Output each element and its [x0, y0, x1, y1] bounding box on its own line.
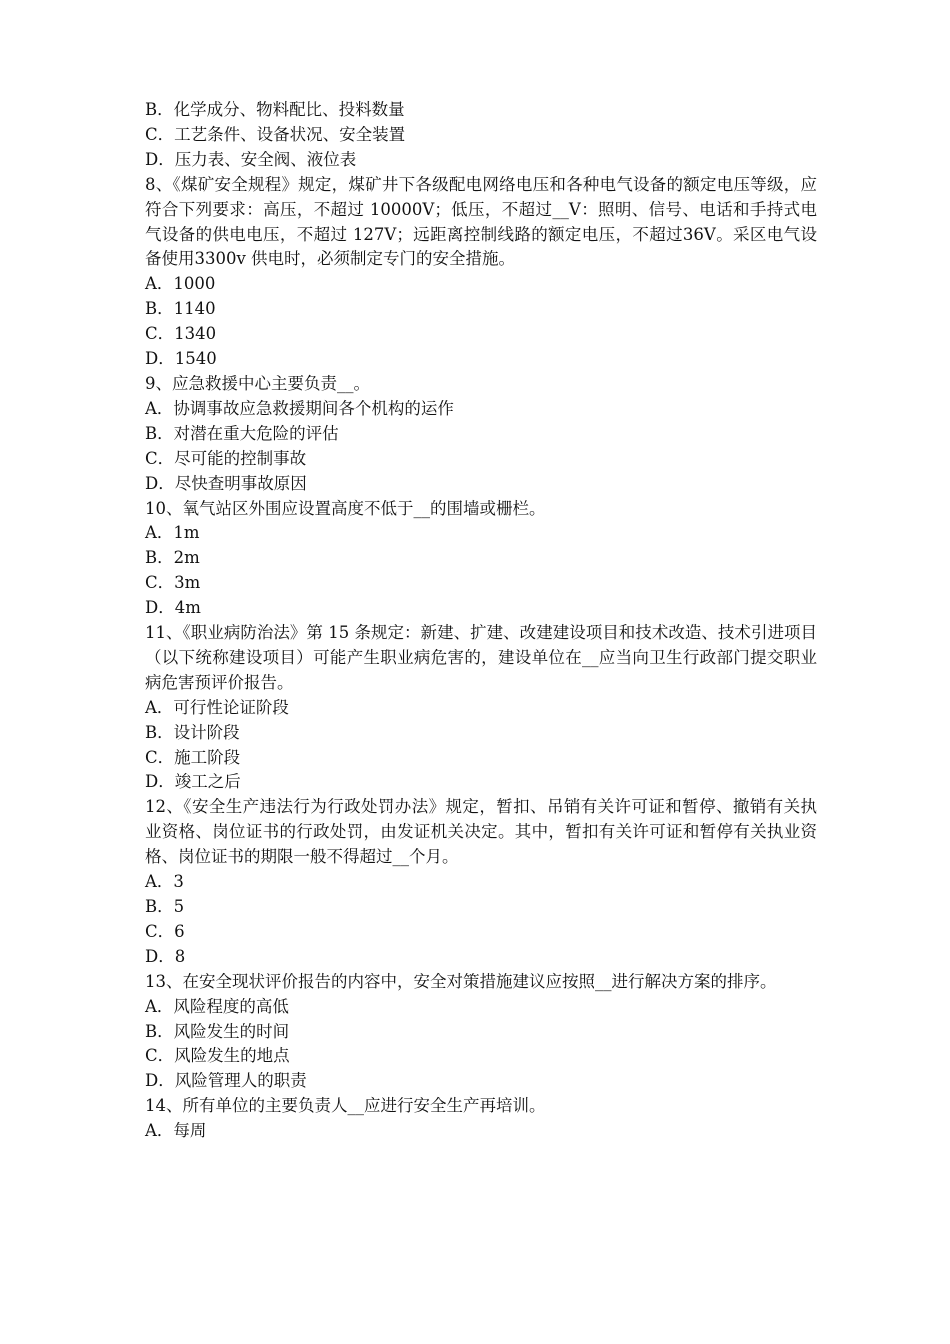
question-9-stem: 9、应急救援中心主要负责__。 [145, 373, 370, 393]
question-10-stem: 10、氧气站区外围应设置高度不低于__的围墙或栅栏。 [145, 498, 546, 518]
question-12-stem: 12、《安全生产违法行为行政处罚办法》规定，暂扣、吊销有关许可证和暂停、撤销有关执业资格、岗位证书的行政处罚，由发证机关决定。其中，暂扣有关许可证和暂停有关执业资格、岗位证书的期限一般不得超过__个月。 [145, 797, 817, 867]
question-11-option-d: D．竣工之后 [145, 772, 241, 792]
question-8-stem: 8、《煤矿安全规程》规定，煤矿井下各级配电网络电压和各种电气设备的额定电压等级，应符合下列要求：高压，不超过 10000V；低压，不超过__V：照明、信号、电话和手持式电气设备的供电电压，不超过 127V；远距离控制线路的额定电压，不超过36V。采区电气设备使用3300v 供电时，必须制定专门的安全措施。 [145, 174, 817, 269]
question-12-option-d: D．8 [145, 946, 186, 966]
question-14-option-a: A．每周 [145, 1121, 207, 1141]
question-10-option-c: C．3m [145, 573, 201, 593]
question-13-option-c: C．风险发生的地点 [145, 1046, 290, 1066]
question-11-option-c: C．施工阶段 [145, 747, 241, 767]
option-c: C．工艺条件、设备状况、安全装置 [145, 124, 406, 144]
question-12-option-c: C．6 [145, 921, 185, 941]
question-9-option-c: C．尽可能的控制事故 [145, 448, 307, 468]
option-b: B．化学成分、物料配比、投料数量 [145, 100, 405, 119]
question-10-option-b: B．2m [145, 548, 200, 568]
question-10-option-a: A．1m [145, 523, 200, 543]
question-9-option-b: B．对潜在重大危险的评估 [145, 423, 339, 443]
question-12-option-b: B．5 [145, 897, 185, 916]
question-10-option-d: D．4m [145, 598, 201, 618]
question-8-option-b: B．1140 [145, 299, 216, 319]
page-content [145, 98, 817, 1144]
question-14-stem: 14、所有单位的主要负责人__应进行安全生产再培训。 [145, 1096, 546, 1116]
question-8-option-d: D．1540 [145, 349, 217, 369]
question-13-option-a: A．风险程度的高低 [145, 996, 289, 1016]
question-13-option-d: D．风险管理人的职责 [145, 1071, 307, 1091]
question-8-option-c: C．1340 [145, 324, 217, 344]
question-11-stem: 11、《职业病防治法》第 15 条规定：新建、扩建、改建建设项目和技术改造、技术引进项目（以下统称建设项目）可能产生职业病危害的，建设单位在__应当向卫生行政部门提交职业病危害预评价报告。 [145, 623, 817, 692]
question-11-option-b: B．设计阶段 [145, 722, 240, 742]
option-d: D．压力表、安全阀、液位表 [145, 149, 357, 169]
question-8-option-a: A．1000 [145, 274, 216, 294]
question-13-option-b: B．风险发生的时间 [145, 1021, 290, 1041]
question-13-stem: 13、在安全现状评价报告的内容中，安全对策措施建议应按照__进行解决方案的排序。 [145, 971, 777, 991]
question-9-option-d: D．尽快查明事故原因 [145, 473, 307, 493]
question-12-option-a: A．3 [145, 872, 184, 892]
question-11-option-a: A．可行性论证阶段 [145, 697, 289, 717]
question-9-option-a: A．协调事故应急救援期间各个机构的运作 [145, 398, 454, 418]
